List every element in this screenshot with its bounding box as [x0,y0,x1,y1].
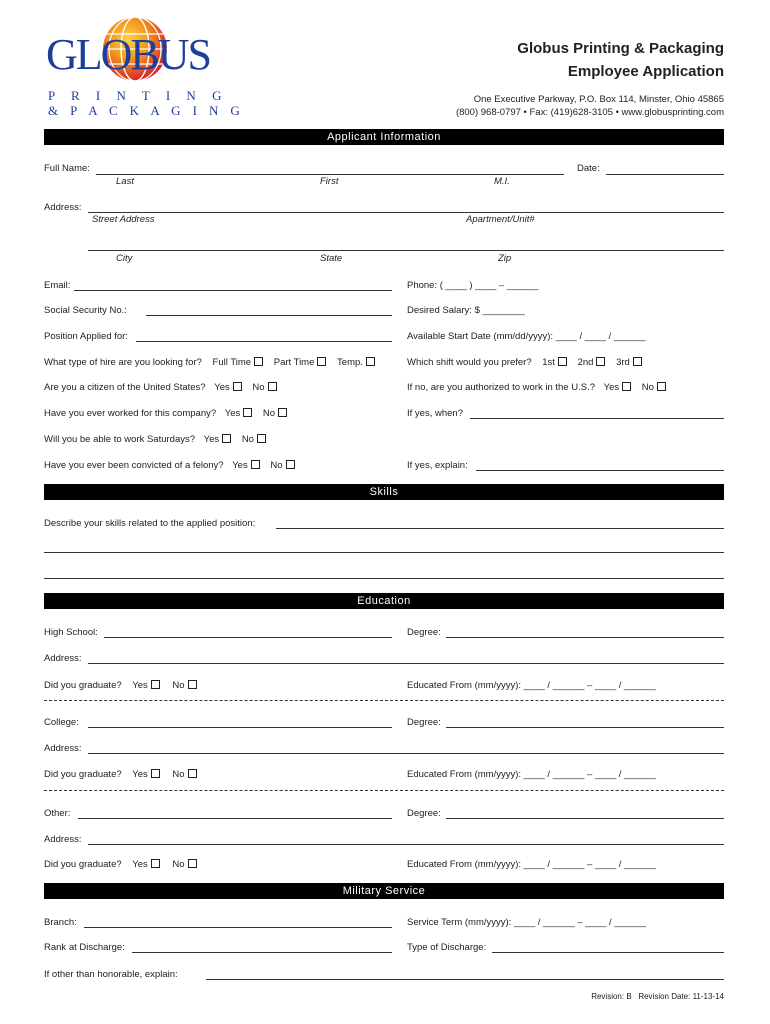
rank-label: Rank at Discharge: [44,942,125,953]
email-field[interactable] [74,290,392,291]
college-degree-field[interactable] [446,727,724,728]
if-yes-when-field[interactable] [470,418,724,419]
other-graduate-label: Did you graduate? [44,859,122,870]
other-school-label: Other: [44,808,71,819]
ssn-label: Social Security No.: [44,305,127,316]
revision-info: Revision: B Revision Date: 11-13-14 [591,992,724,1001]
company-name: Globus Printing & Packaging [517,40,724,57]
other-address-field[interactable] [88,844,724,845]
city-state-zip-field[interactable] [88,250,724,251]
ssn-field[interactable] [146,315,392,316]
other-yes-checkbox[interactable] [151,859,160,868]
high-school-field[interactable] [104,637,392,638]
zip-hint: Zip [498,253,512,264]
full-name-label: Full Name: [44,163,90,174]
last-name-hint: Last [116,176,134,187]
shift-1st-label: 1st [542,357,555,368]
college-yes-label: Yes [132,769,148,780]
hire-type-question [44,357,375,368]
citizen-yes-checkbox[interactable] [233,382,242,391]
section-education: Education [44,593,724,609]
skills-line-3[interactable] [44,578,724,579]
full-time-label: Full Time [212,357,252,368]
citizen-question [44,382,277,393]
citizen-no-label: No [252,382,265,393]
position-field[interactable] [136,341,392,342]
branch-field[interactable] [84,927,392,928]
authorized-yes-label: Yes [603,382,620,393]
divider [44,790,724,791]
other-school-field[interactable] [78,818,392,819]
date-field[interactable] [606,174,724,175]
worked-yes-label: Yes [224,408,241,419]
worked-yes-checkbox[interactable] [243,408,252,417]
skills-line-2[interactable] [44,552,724,553]
apartment-hint: Apartment/Unit# [466,214,535,225]
other-graduate-question [44,859,197,870]
state-hint: State [320,253,343,264]
branch-label: Branch: [44,917,77,928]
other-degree-label: Degree: [407,808,441,819]
logo-brand: GLOBUS [46,30,211,79]
street-address-field[interactable] [88,212,724,213]
authorized-question [407,382,666,393]
email-label: Email: [44,280,71,291]
shift-1st-checkbox[interactable] [558,357,567,366]
part-time-label: Part Time [273,357,315,368]
other-no-checkbox[interactable] [188,859,197,868]
high-school-label: High School: [44,627,98,638]
discharge-type-label: Type of Discharge: [407,942,487,953]
full-time-checkbox[interactable] [254,357,263,366]
full-name-field[interactable] [96,174,564,175]
college-address-field[interactable] [88,753,724,754]
divider [44,700,724,701]
company-contact: (800) 968-0797 • Fax: (419)628-3105 • www.globusprinting.com [455,107,724,118]
section-applicant-information: Applicant Information [44,129,724,145]
citizen-label: Are you a citizen of the United States? [44,382,206,393]
worked-no-checkbox[interactable] [278,408,287,417]
citizen-yes-label: Yes [214,382,230,393]
explain-field[interactable] [206,979,724,980]
document-title: Employee Application [567,63,724,80]
first-name-hint: First [320,176,339,187]
hs-graduate-question [44,680,197,691]
citizen-no-checkbox[interactable] [268,382,277,391]
hs-address-field[interactable] [88,663,724,664]
logo-packaging: & P A C K A G I N G [48,103,245,118]
explain-label: If other than honorable, explain: [44,969,178,980]
shift-2nd-label: 2nd [577,357,594,368]
if-yes-explain-label: If yes, explain: [407,460,468,471]
felony-yes-checkbox[interactable] [251,460,260,469]
logo-printing: P R I N T I N G [48,88,228,103]
discharge-type-field[interactable] [492,952,724,953]
saturdays-no-checkbox[interactable] [257,434,266,443]
section-skills: Skills [44,484,724,500]
other-yes-label: Yes [132,859,148,870]
saturdays-no-label: No [241,434,254,445]
authorized-yes-checkbox[interactable] [622,382,631,391]
college-label: College: [44,717,79,728]
desired-salary-field[interactable]: Desired Salary: $ ________ [407,305,525,316]
other-no-label: No [172,859,185,870]
if-yes-when-label: If yes, when? [407,408,463,419]
saturdays-yes-checkbox[interactable] [222,434,231,443]
college-graduate-question [44,769,197,780]
part-time-checkbox[interactable] [317,357,326,366]
section-military-service: Military Service [44,883,724,899]
hs-address-label: Address: [44,653,82,664]
other-educated-from-field[interactable]: Educated From (mm/yyyy): ____ / ______ – ____ / ______ [407,859,656,870]
middle-initial-hint: M.I. [494,176,510,187]
shift-label: Which shift would you prefer? [407,357,532,368]
worked-before-label: Have you ever worked for this company? [44,408,217,419]
other-degree-field[interactable] [446,818,724,819]
shift-2nd-checkbox[interactable] [596,357,605,366]
shift-question [407,357,642,368]
college-no-checkbox[interactable] [188,769,197,778]
college-yes-checkbox[interactable] [151,769,160,778]
authorized-label: If no, are you authorized to work in the U.S.? [407,382,595,393]
felony-question [44,460,295,471]
saturdays-question [44,434,266,445]
hs-yes-checkbox[interactable] [151,680,160,689]
felony-no-checkbox[interactable] [286,460,295,469]
shift-3rd-checkbox[interactable] [633,357,642,366]
other-address-label: Address: [44,834,82,845]
college-address-label: Address: [44,743,82,754]
worked-no-label: No [262,408,276,419]
felony-label: Have you ever been convicted of a felony? [44,460,224,471]
temp-label: Temp. [337,357,363,368]
shift-3rd-label: 3rd [616,357,630,368]
skills-line-1[interactable] [276,528,724,529]
start-date-field[interactable]: Available Start Date (mm/dd/yyyy): ____ / ____ / ______ [407,331,646,342]
city-hint: City [116,253,133,264]
worked-before-question [44,408,287,419]
skills-describe-label: Describe your skills related to the applied position: [44,518,256,529]
hs-educated-from-field[interactable]: Educated From (mm/yyyy): ____ / ______ – ____ / ______ [407,680,656,691]
saturdays-yes-label: Yes [203,434,220,445]
authorized-no-checkbox[interactable] [657,382,666,391]
address-label: Address: [44,202,82,213]
college-educated-from-field[interactable]: Educated From (mm/yyyy): ____ / ______ – ____ / ______ [407,769,656,780]
college-field[interactable] [88,727,392,728]
felony-yes-label: Yes [232,460,248,471]
position-label: Position Applied for: [44,331,128,342]
authorized-no-label: No [641,382,654,393]
street-address-hint: Street Address [92,214,155,225]
phone-field[interactable]: Phone: ( ____ ) ____ – ______ [407,280,539,291]
hs-no-checkbox[interactable] [188,680,197,689]
hs-degree-label: Degree: [407,627,441,638]
felony-no-label: No [270,460,283,471]
hs-graduate-label: Did you graduate? [44,680,122,691]
service-term-field[interactable]: Service Term (mm/yyyy): ____ / ______ – ____ / ______ [407,917,647,928]
temp-checkbox[interactable] [366,357,375,366]
date-label: Date: [577,163,600,174]
hs-no-label: No [172,680,185,691]
college-degree-label: Degree: [407,717,441,728]
hs-yes-label: Yes [132,680,148,691]
college-graduate-label: Did you graduate? [44,769,122,780]
saturdays-label: Will you be able to work Saturdays? [44,434,196,445]
hire-type-label: What type of hire are you looking for? [44,357,202,368]
felony-explain-field[interactable] [476,470,724,471]
rank-field[interactable] [132,952,392,953]
hs-degree-field[interactable] [446,637,724,638]
college-no-label: No [172,769,185,780]
company-address: One Executive Parkway, P.O. Box 114, Minster, Ohio 45865 [473,94,724,105]
